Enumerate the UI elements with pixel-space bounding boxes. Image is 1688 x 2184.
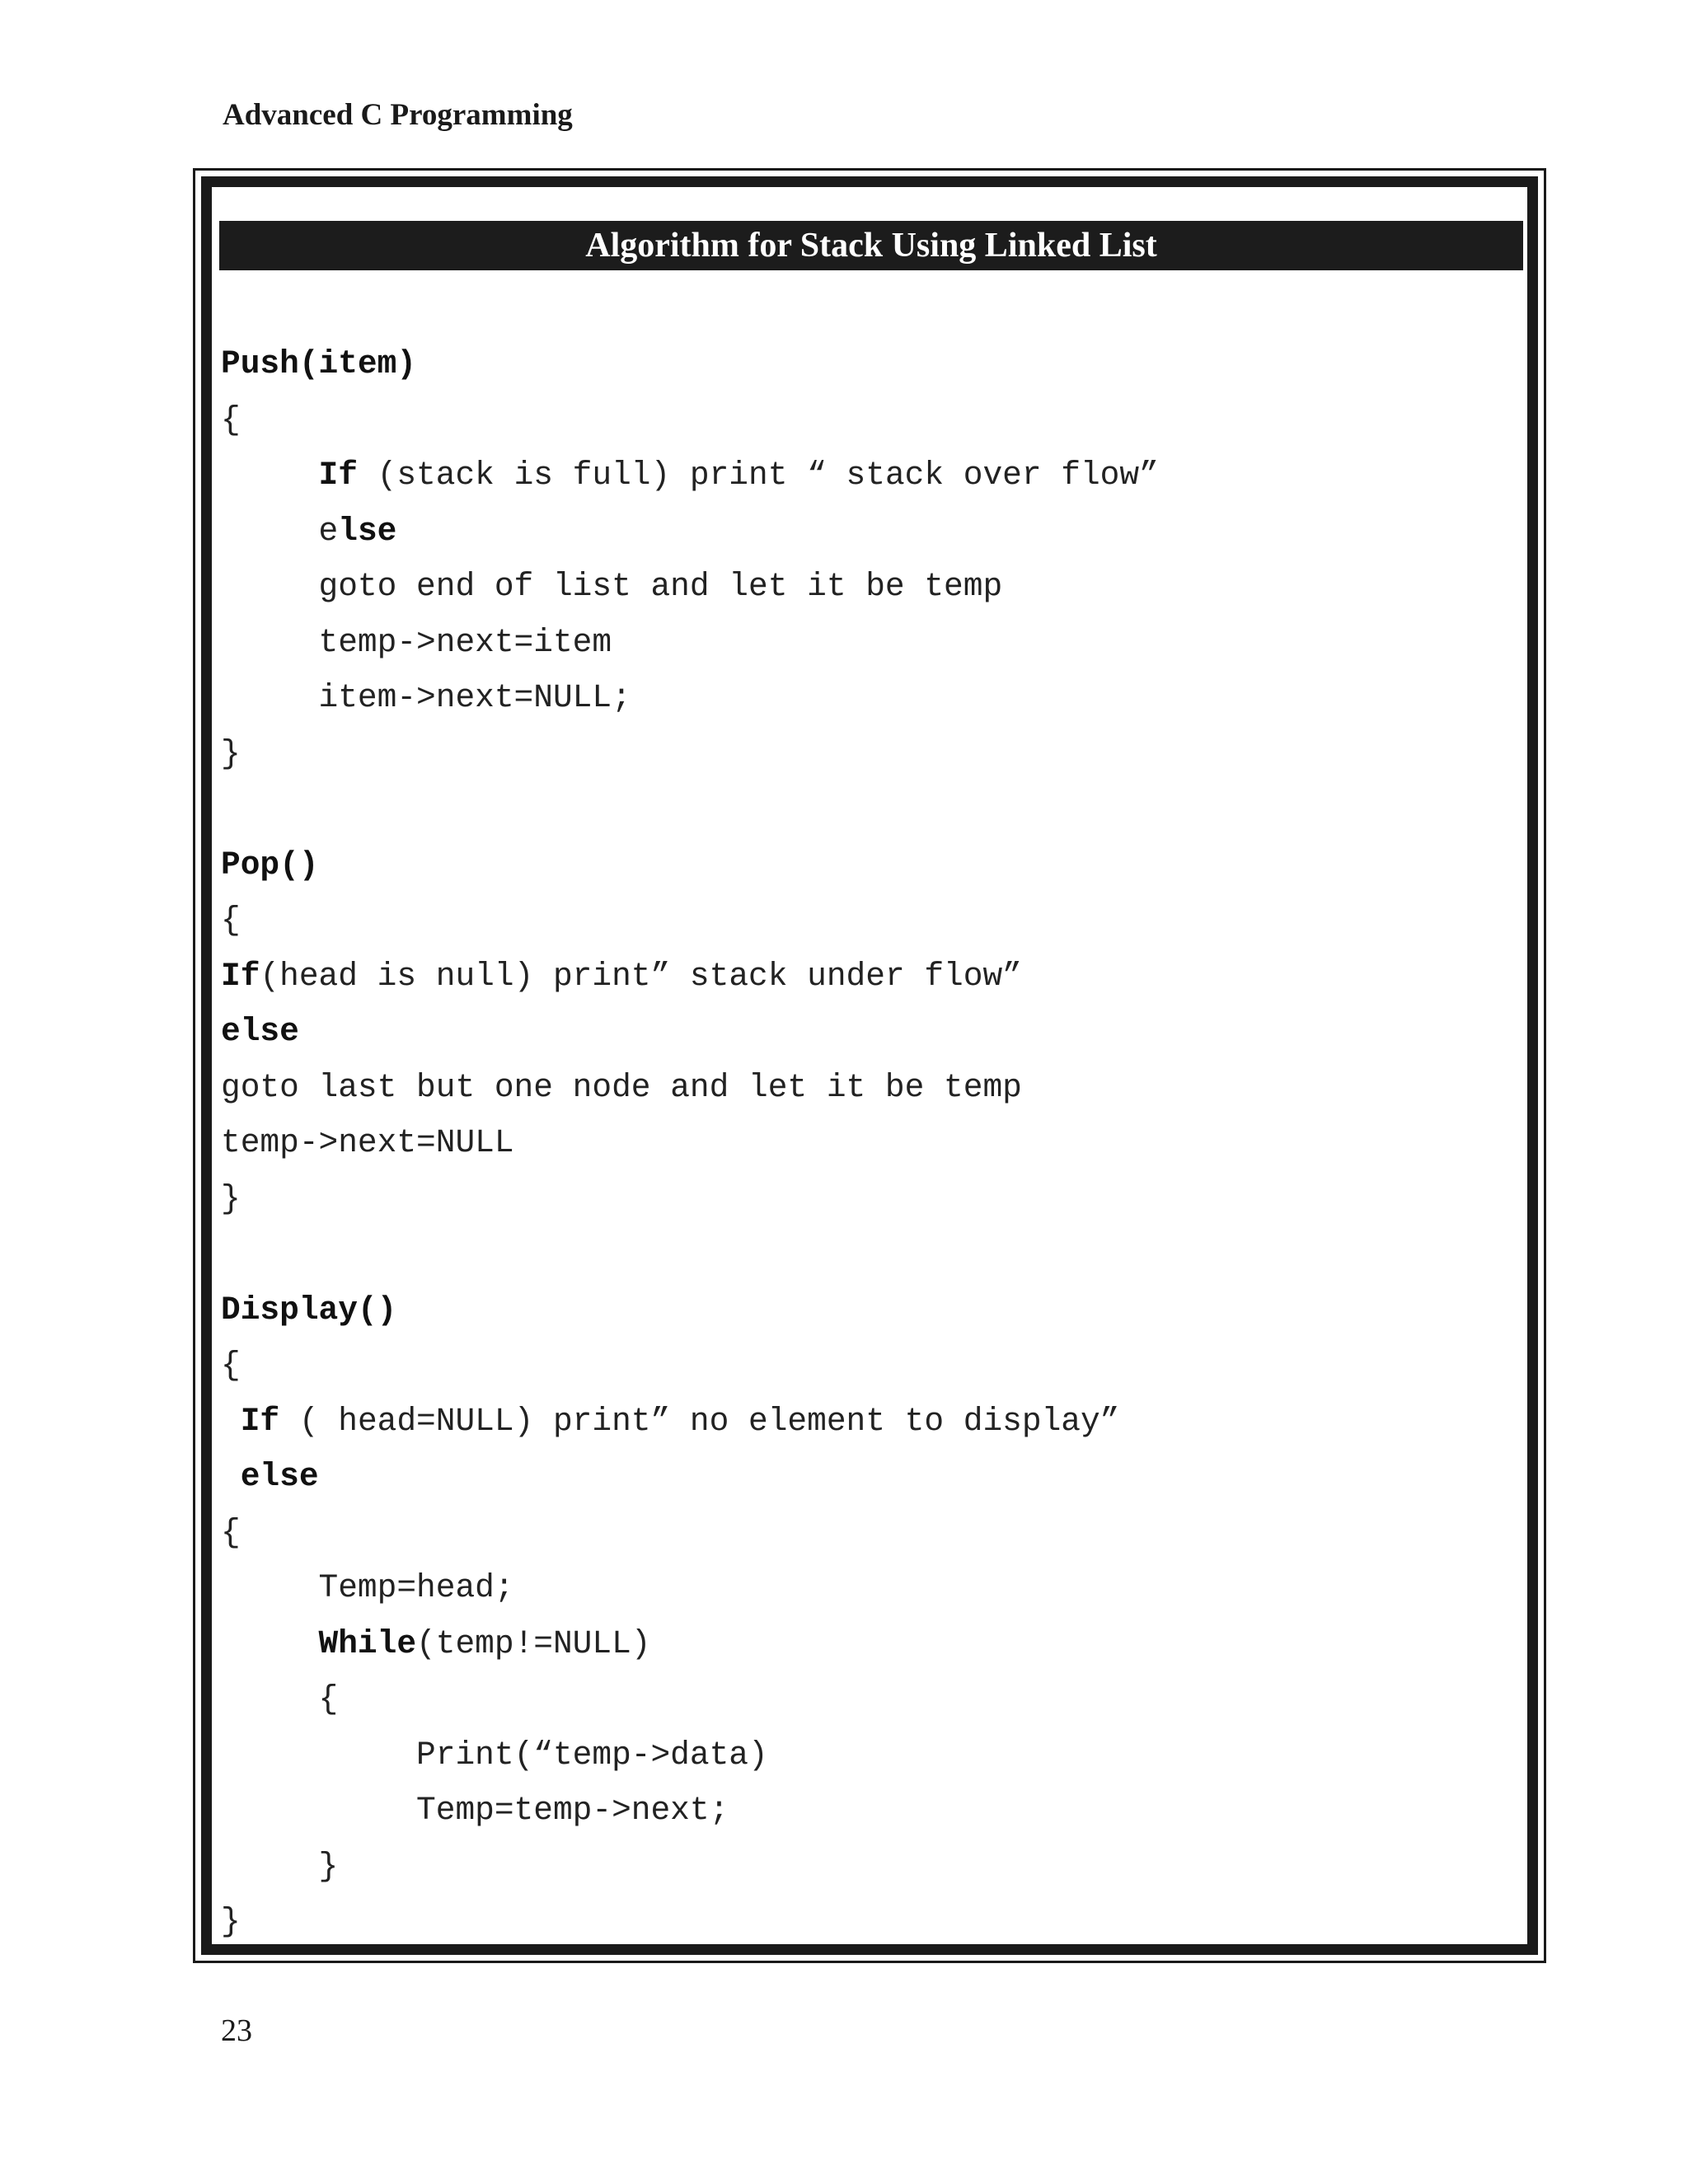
page-number: 23 [221, 2013, 252, 2048]
code-text: goto end of list and let it be temp [318, 568, 1003, 605]
running-header: Advanced C Programming [223, 98, 573, 132]
code-line [221, 1727, 1507, 1783]
code-text: (temp!=NULL) [416, 1624, 651, 1662]
code-keyword: else [221, 1013, 299, 1050]
code-line [221, 837, 1507, 893]
code-text: } [318, 1847, 339, 1885]
blank-line [221, 1226, 1507, 1282]
code-line [221, 1004, 1507, 1060]
code-keyword: Display() [221, 1291, 397, 1329]
code-keyword: lse [338, 512, 397, 550]
code-line [221, 448, 1507, 504]
code-text: Temp=head; [318, 1569, 514, 1606]
code-text: item->next=NULL; [318, 679, 631, 716]
code-keyword: Pop() [221, 846, 319, 883]
code-line [221, 670, 1507, 726]
code-line [221, 1282, 1507, 1338]
code-text: (stack is full) print “ stack over flow” [357, 457, 1159, 494]
code-line [221, 893, 1507, 949]
code-line [221, 1671, 1507, 1727]
code-line [221, 1616, 1507, 1672]
code-line [221, 1115, 1507, 1171]
code-line [221, 504, 1507, 560]
code-keyword: While [318, 1624, 417, 1662]
code-text: } [221, 1903, 241, 1940]
code-line [221, 336, 1507, 392]
code-text: ( head=NULL) print” no element to display” [279, 1402, 1120, 1440]
code-line [221, 1894, 1507, 1950]
code-text: temp->next=NULL [221, 1124, 514, 1161]
code-text: Temp=temp->next; [416, 1792, 729, 1829]
algorithm-code-block [221, 336, 1507, 1950]
code-text: Print(“temp->data) [416, 1736, 768, 1774]
code-text: temp->next=item [318, 623, 612, 661]
blank-line [221, 781, 1507, 837]
code-keyword: else [240, 1458, 319, 1495]
code-line [221, 1783, 1507, 1839]
code-text: { [221, 1513, 241, 1551]
code-text: { [221, 902, 241, 939]
code-line [221, 559, 1507, 615]
code-keyword: If [318, 457, 358, 494]
code-keyword: If [221, 957, 260, 995]
code-line [221, 949, 1507, 1005]
code-keyword: Push(item) [221, 345, 417, 382]
code-line [221, 1449, 1507, 1505]
code-line [221, 1560, 1507, 1616]
code-line [221, 615, 1507, 671]
code-line [221, 1171, 1507, 1227]
code-line [221, 1394, 1507, 1450]
code-keyword: If [240, 1402, 280, 1440]
code-line [221, 392, 1507, 448]
code-line [221, 1505, 1507, 1561]
code-text: } [221, 734, 241, 772]
algorithm-box-title: Algorithm for Stack Using Linked List [219, 221, 1523, 270]
code-line [221, 1839, 1507, 1895]
code-text: (head is null) print” stack under flow” [260, 957, 1022, 995]
code-text: goto last but one node and let it be temp [221, 1068, 1022, 1106]
code-line [221, 1338, 1507, 1394]
code-text: } [221, 1179, 241, 1217]
code-line [221, 726, 1507, 782]
code-text: { [318, 1680, 339, 1718]
code-text: { [221, 401, 241, 438]
code-text: e [318, 512, 339, 550]
code-line [221, 1060, 1507, 1116]
code-text: { [221, 1347, 241, 1384]
